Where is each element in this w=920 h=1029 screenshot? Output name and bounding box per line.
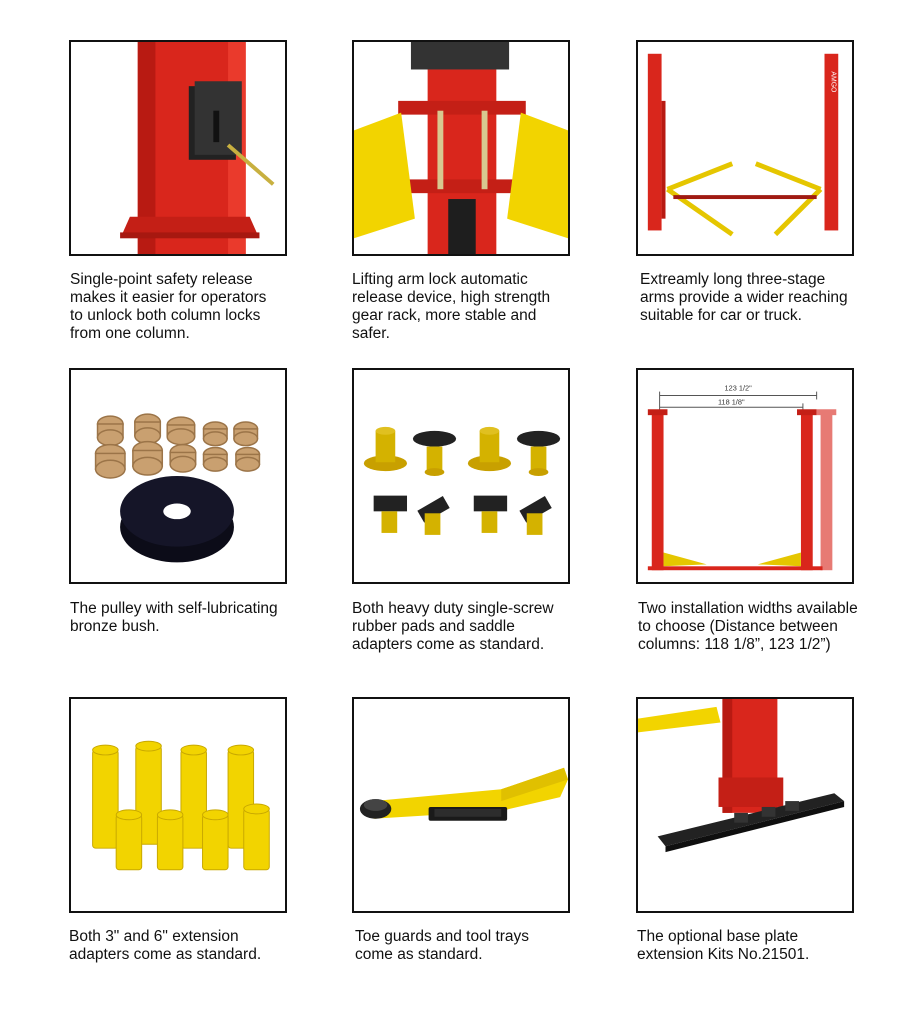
inner-width-label: 118 1/8": [717, 397, 745, 407]
safety-release-illustration: [71, 42, 285, 254]
base-plate-illustration: [638, 699, 852, 911]
caption-extension-adapters: Both 3" and 6" extension adapters come as standard.: [69, 928, 262, 963]
photo-pulley-bush: [69, 368, 287, 584]
caption-safety-release: Single-point safety release makes it easier for operators to unlock both column locks from one column.: [70, 271, 267, 342]
extension-adapters-illustration: [71, 699, 285, 911]
photo-arm-lock: [352, 40, 570, 256]
caption-toe-guards: Toe guards and tool trays come as standard.: [355, 928, 530, 963]
photo-safety-release: [69, 40, 287, 256]
outer-width-label: 123 1/2": [724, 383, 752, 393]
photo-toe-guards: [352, 697, 570, 913]
photo-rubber-pads: [352, 368, 570, 584]
arm-lock-illustration: [354, 42, 568, 254]
installation-widths-illustration: [638, 370, 852, 582]
photo-extension-adapters: [69, 697, 287, 913]
two-post-lift-illustration: [638, 42, 852, 254]
column-brand-label: AMGO: [829, 71, 837, 93]
caption-three-stage-arms: Extreamly long three-stage arms provide a wider reaching suitable for car or truck.: [640, 271, 848, 324]
photo-installation-widths: [636, 368, 854, 584]
caption-rubber-pads: Both heavy duty single-screw rubber pads and saddle adapters come as standard.: [352, 600, 554, 653]
caption-arm-lock: Lifting arm lock automatic release device, high strength gear rack, more stable and safer.: [352, 271, 551, 342]
caption-base-plate-extension: The optional base plate extension Kits No.21501.: [637, 928, 810, 963]
photo-three-stage-arms: [636, 40, 854, 256]
caption-pulley-bush: The pulley with self-lubricating bronze bush.: [70, 600, 278, 635]
caption-installation-widths: Two installation widths available to choose (Distance between columns: 118 1/8”, 123 1/2”): [638, 600, 858, 653]
photo-base-plate-extension: [636, 697, 854, 913]
pulley-bush-illustration: [71, 370, 285, 582]
rubber-pads-illustration: [354, 370, 568, 582]
toe-guard-illustration: [354, 699, 568, 911]
